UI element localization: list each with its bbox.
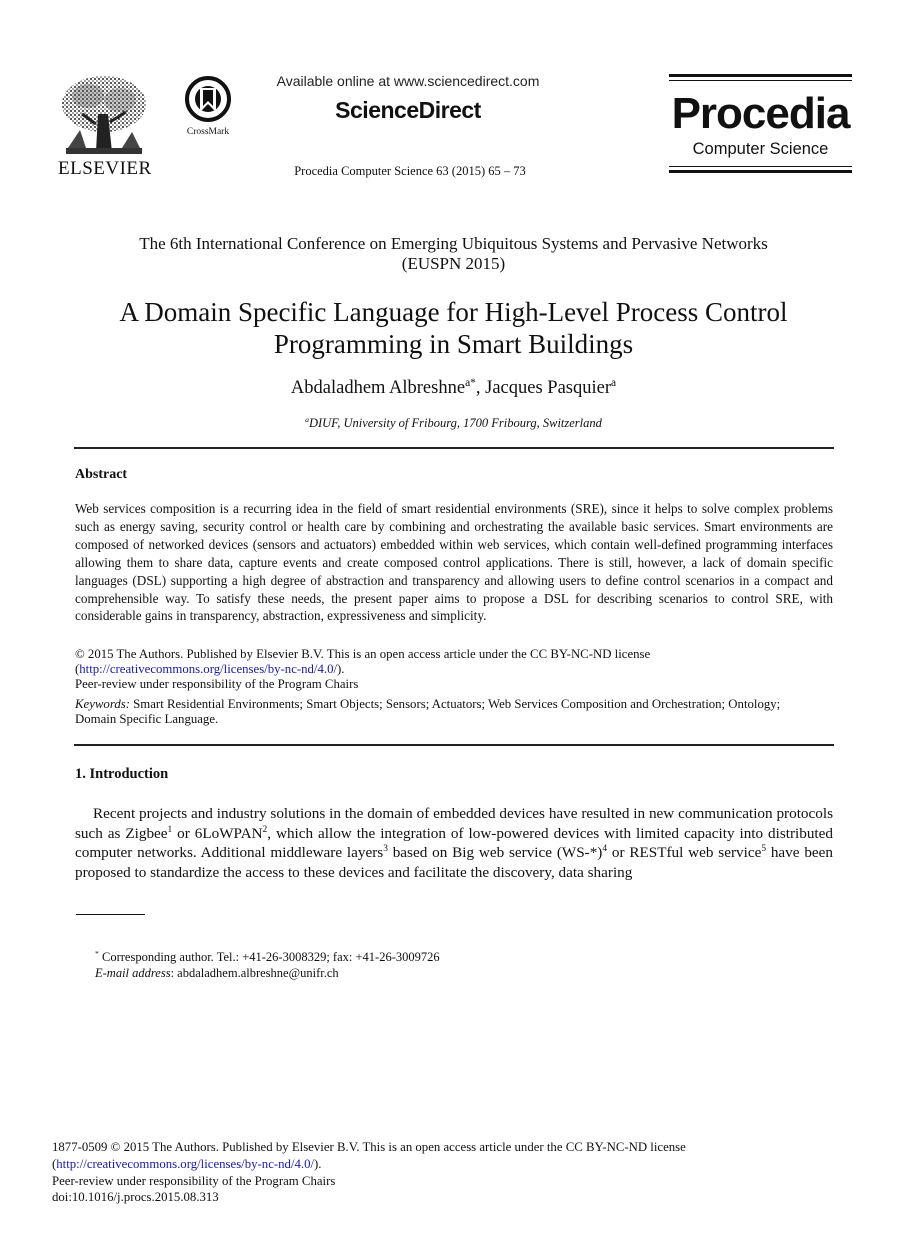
license-line — [75, 662, 833, 677]
footnote-rule — [76, 914, 145, 915]
paper-title-line-2: Programming in Smart Buildings — [273, 329, 634, 359]
intro-text-6: have been proposed to standardize the access to these devices and facilitate the discovery, data sharing — [75, 844, 833, 881]
footnote-contact: Corresponding author. Tel.: +41-26-3008329; fax: +41-26-3009726 — [98, 950, 440, 964]
footnote-ref-5[interactable]: 5 — [761, 843, 767, 854]
affiliation-marker: a — [305, 414, 309, 424]
keywords-label: Keywords: — [75, 697, 130, 711]
introduction-paragraph — [75, 804, 833, 882]
affiliation-text: DIUF, University of Fribourg, 1700 Fribourg, Switzerland — [308, 416, 602, 430]
paren-close: ). — [314, 1156, 322, 1171]
procedia-bottom-rule-thin — [669, 166, 852, 167]
intro-text-1: Recent projects and industry solutions in the domain of embedded devices have resulted in new communication protocols such as Zigbee — [75, 805, 833, 842]
footnote-ref-3[interactable]: 3 — [383, 843, 388, 854]
procedia-top-rule — [669, 74, 852, 77]
elsevier-logo — [58, 74, 150, 178]
footnote-ref-1[interactable]: 1 — [167, 824, 173, 835]
intro-text-2: or 6LoWPAN — [172, 824, 263, 842]
journal-reference: Procedia Computer Science 63 (2015) 65 – 73 — [294, 164, 526, 178]
author-1: Abdaladhem Albreshne — [290, 378, 466, 398]
author-separator: , — [475, 378, 486, 398]
bottom-license-line — [52, 1156, 686, 1173]
authors — [60, 378, 847, 399]
paren-open: ( — [75, 662, 80, 676]
procedia-name: Procedia — [671, 89, 850, 138]
doi[interactable]: doi:10.1016/j.procs.2015.08.313 — [52, 1190, 219, 1205]
paper-title-line-1: A Domain Specific Language for High-Level Process Control — [119, 297, 788, 327]
procedia-subtitle: Computer Science — [692, 140, 829, 158]
available-online-text: Available online at www.sciencedirect.com — [276, 73, 540, 89]
abstract-body: Web services composition is a recurring idea in the field of smart residential environments (SRE), since it helps to solve complex problems such as energy saving, security control or health care by combining and orchestrating the available basic services. Smart environments are composed of networked devices (sensors and actuators) embedded within web services, which contain well-defined programming interfaces allowing them to share data, capture events and create composed control applications. There is still, however, a lack of domain specific languages (DSL) supporting a high degree of abstraction and transparency and allowing users to define control scenarios in a compact and comprehensible way. To satisfy these needs, the present paper aims to propose a DSL for describing scenarios to control SRE, with considerable gains in transparency, abstraction, expressiveness and simplicity. — [75, 501, 833, 624]
crossmark-icon — [185, 76, 231, 122]
peer-review-line: Peer-review under responsibility of the Program Chairs — [75, 677, 359, 691]
conference-line-2: (EUSPN 2015) — [401, 254, 506, 273]
bottom-license-block — [52, 1139, 686, 1206]
sciencedirect-wordmark: ScienceDirect — [335, 97, 481, 123]
divider-top — [74, 447, 834, 449]
keywords-line-2: Domain Specific Language. — [75, 712, 219, 726]
intro-text-3: , which allow the integration of low-powered devices with limited capacity into distributed computer networks. Additional middleware layers — [75, 824, 833, 861]
procedia-logo — [669, 74, 852, 176]
crossmark-label: CrossMark — [186, 127, 230, 137]
email-value: : abdaladhem.albreshne@unifr.ch — [170, 965, 339, 980]
crossmark-badge[interactable] — [180, 76, 236, 137]
bottom-peer-review: Peer-review under responsibility of the Program Chairs — [52, 1173, 336, 1188]
footnote-ref-4[interactable]: 4 — [602, 843, 608, 854]
paren-open: ( — [52, 1156, 57, 1171]
conference-name — [60, 234, 847, 274]
abstract-heading: Abstract — [75, 467, 128, 482]
affiliation — [60, 416, 847, 431]
elsevier-wordmark: ELSEVIER — [58, 158, 152, 179]
keywords-list-1: Smart Residential Environments; Smart Objects; Sensors; Actuators; Web Services Composition and Orchestration; Ontology; — [129, 697, 781, 711]
license-link[interactable]: http://creativecommons.org/licenses/by-nc-nd/4.0/ — [79, 662, 338, 676]
keywords-block — [75, 697, 815, 727]
email-label: E-mail address — [95, 965, 171, 980]
paren-close: ). — [337, 662, 345, 676]
keywords-line-1 — [75, 697, 815, 712]
procedia-top-rule-thin — [669, 80, 852, 81]
footnote-email — [95, 966, 440, 982]
issn-copyright-line: 1877-0509 © 2015 The Authors. Published by Elsevier B.V. This is an open access article under the CC BY-NC-ND license — [52, 1140, 686, 1154]
elsevier-tree-icon — [58, 74, 150, 156]
author-2-affil: a — [611, 376, 617, 389]
footnote-star: * — [95, 948, 99, 958]
copyright-block — [75, 647, 833, 692]
intro-text-5: or RESTful web service — [607, 844, 762, 861]
author-1-affil: a* — [465, 376, 476, 389]
copyright-line: © 2015 The Authors. Published by Elsevier B.V. This is an open access article under the CC BY-NC-ND license — [75, 647, 651, 661]
intro-text-4: based on Big web service (WS-*) — [387, 844, 603, 861]
paper-title — [60, 296, 847, 360]
footnote-ref-2[interactable]: 2 — [262, 824, 268, 835]
footnote — [95, 950, 440, 981]
author-2: Jacques Pasquier — [485, 378, 612, 398]
footnote-corresponding — [95, 950, 440, 966]
procedia-bottom-rule — [669, 170, 852, 173]
conference-line-1: The 6th International Conference on Emerging Ubiquitous Systems and Pervasive Networks — [139, 234, 768, 253]
bottom-license-link[interactable]: http://creativecommons.org/licenses/by-nc-nd/4.0/ — [56, 1156, 315, 1171]
divider-bottom — [74, 744, 834, 746]
introduction-heading: 1. Introduction — [75, 766, 169, 782]
